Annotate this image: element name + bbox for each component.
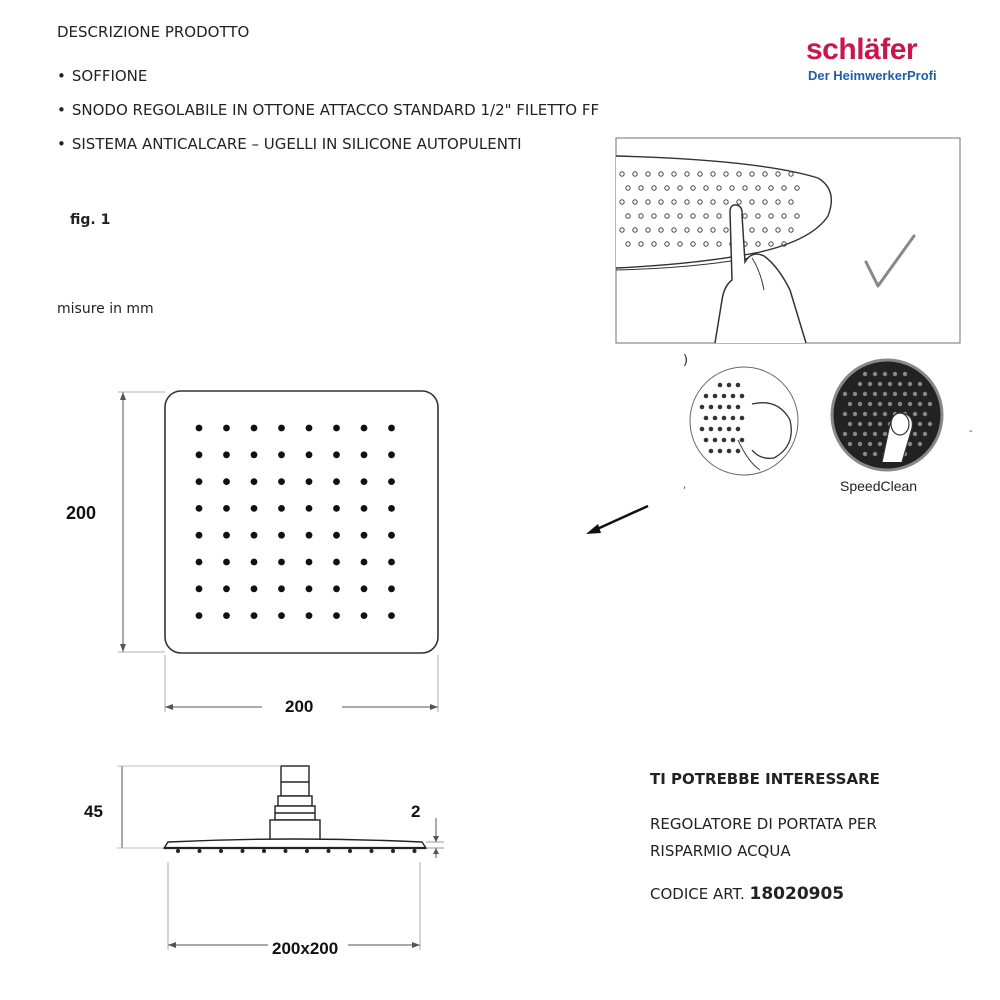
- nozzle-dot: [361, 532, 368, 539]
- nozzle-dot: [731, 416, 736, 421]
- nozzle-dot: [223, 585, 230, 592]
- nozzle-dot: [923, 392, 927, 396]
- nozzle-dot: [731, 394, 736, 399]
- description-title: DESCRIZIONE PRODOTTO: [57, 23, 250, 41]
- nozzle-dot: [278, 478, 285, 485]
- nozzle-dot: [727, 405, 732, 410]
- nozzle-dot: [873, 452, 877, 456]
- side-nozzle: [284, 849, 288, 853]
- nozzle-dot: [361, 559, 368, 566]
- nozzle-dot: [223, 425, 230, 432]
- nozzle-dot: [873, 392, 877, 396]
- nozzle-dot: [878, 422, 882, 426]
- nozzle-dot: [873, 432, 877, 436]
- list-item: • SISTEMA ANTICALCARE – UGELLI IN SILICONE AUTOPULENTI: [57, 134, 599, 168]
- nozzle-dot: [306, 612, 313, 619]
- nozzle-dot: [868, 442, 872, 446]
- dim-thickness: 2: [411, 802, 421, 821]
- nozzle-dot: [853, 432, 857, 436]
- side-nozzle: [370, 849, 374, 853]
- nozzle-dot: [868, 422, 872, 426]
- nozzle-dot: [251, 478, 258, 485]
- side-nozzle: [241, 849, 245, 853]
- nozzle-dot: [333, 585, 340, 592]
- nozzle-dot: [843, 432, 847, 436]
- brand-tagline: Der HeimwerkerProfi: [808, 68, 937, 83]
- nozzle-dot: [928, 402, 932, 406]
- brand-logo: schläfer: [806, 33, 918, 66]
- nozzle-dot: [863, 372, 867, 376]
- nozzle-dot: [848, 422, 852, 426]
- related-line1: REGOLATORE DI PORTATA PER: [650, 815, 877, 833]
- nozzle-dot: [196, 532, 203, 539]
- list-item: • SOFFIONE: [57, 66, 599, 100]
- nozzle-dot: [722, 394, 727, 399]
- nozzle-dot: [361, 585, 368, 592]
- nozzle-dot: [863, 412, 867, 416]
- nozzle-dot: [913, 392, 917, 396]
- nozzle-dot: [251, 585, 258, 592]
- dim-height-front: 200: [66, 503, 97, 523]
- nozzle-dot: [727, 449, 732, 454]
- side-nozzle: [262, 849, 266, 853]
- nozzle-dot: [868, 402, 872, 406]
- nozzle-dot: [278, 532, 285, 539]
- related-code: [650, 884, 844, 904]
- nozzle-dot: [727, 427, 732, 432]
- nozzle-dot: [878, 382, 882, 386]
- nozzle-dot: [863, 432, 867, 436]
- list-item: • SNODO REGOLABILE IN OTTONE ATTACCO STANDARD 1/2" FILETTO FF: [57, 100, 599, 134]
- nozzle-dot: [718, 449, 723, 454]
- nozzle-dot: [928, 422, 932, 426]
- nozzle-dot: [333, 451, 340, 458]
- related-heading: TI POTREBBE INTERESSARE: [650, 770, 880, 788]
- nozzle-dot: [223, 612, 230, 619]
- nozzle-dot: [388, 451, 395, 458]
- nozzle-dot: [863, 452, 867, 456]
- nozzle-dot: [333, 532, 340, 539]
- nozzle-dot: [713, 416, 718, 421]
- nozzle-dot: [700, 427, 705, 432]
- nozzle-dot: [893, 392, 897, 396]
- nozzle-dot: [718, 405, 723, 410]
- nozzle-dot: [251, 451, 258, 458]
- nozzle-dot: [306, 451, 313, 458]
- nozzle-dot: [306, 532, 313, 539]
- nozzle-dot: [883, 432, 887, 436]
- nozzle-dot: [858, 442, 862, 446]
- nozzle-dot: [709, 449, 714, 454]
- dim-width-front: 200: [285, 697, 314, 716]
- nozzle-dot: [223, 478, 230, 485]
- nozzle-grid: [196, 425, 395, 619]
- arrow-icon: [586, 506, 648, 534]
- nozzle-dot: [333, 612, 340, 619]
- nozzle-dot: [740, 416, 745, 421]
- nozzle-dot: [306, 478, 313, 485]
- side-nozzle: [327, 849, 331, 853]
- nozzle-dot: [731, 438, 736, 443]
- nozzle-dot: [700, 405, 705, 410]
- nozzle-dot: [333, 425, 340, 432]
- side-nozzle: [348, 849, 352, 853]
- nozzle-dot: [736, 427, 741, 432]
- nozzle-dot: [196, 505, 203, 512]
- nozzle-dot: [278, 559, 285, 566]
- paren-mark: ): [683, 353, 689, 368]
- nozzle-dot: [713, 438, 718, 443]
- nozzle-dot: [908, 442, 912, 446]
- side-nozzle: [176, 849, 180, 853]
- nozzle-dot: [727, 383, 732, 388]
- nozzle-dot: [388, 532, 395, 539]
- nozzle-dot: [278, 505, 285, 512]
- nozzle-dot: [361, 612, 368, 619]
- nozzle-dot: [903, 392, 907, 396]
- nozzle-dot: [923, 412, 927, 416]
- nozzle-dot: [893, 372, 897, 376]
- nozzle-dot: [883, 412, 887, 416]
- nozzle-dot: [251, 505, 258, 512]
- nozzle-dot: [853, 412, 857, 416]
- nozzle-dot: [196, 585, 203, 592]
- side-nozzle: [305, 849, 309, 853]
- nozzle-dot: [278, 451, 285, 458]
- nozzle-dot: [918, 442, 922, 446]
- nozzle-dot: [873, 412, 877, 416]
- nozzle-dot: [878, 402, 882, 406]
- nozzle-dot: [223, 505, 230, 512]
- nozzle-dot: [908, 382, 912, 386]
- nozzle-dot: [736, 383, 741, 388]
- nozzle-dot: [361, 478, 368, 485]
- nozzle-dot: [888, 382, 892, 386]
- nozzle-dot: [903, 372, 907, 376]
- nozzle-dot: [878, 442, 882, 446]
- nozzle-dot: [278, 585, 285, 592]
- nozzle-dot: [251, 612, 258, 619]
- nozzle-dot: [278, 425, 285, 432]
- code-value: 18020905: [749, 884, 845, 904]
- nozzle-dot: [868, 382, 872, 386]
- nozzle-dot: [722, 438, 727, 443]
- nozzle-dot: [333, 505, 340, 512]
- nozzle-dot: [333, 559, 340, 566]
- nozzle-dot: [740, 394, 745, 399]
- side-nozzle: [391, 849, 395, 853]
- svg-text:,: ,: [683, 480, 687, 491]
- related-line2: RISPARMIO ACQUA: [650, 842, 791, 860]
- nozzle-dot: [740, 438, 745, 443]
- nozzle-dot: [913, 432, 917, 436]
- nozzle-dot: [388, 505, 395, 512]
- nozzle-dot: [908, 402, 912, 406]
- shower-head-side: [164, 766, 426, 848]
- nozzle-dot: [736, 449, 741, 454]
- nozzle-dot: [251, 532, 258, 539]
- speedclean-label: SpeedClean: [840, 478, 918, 494]
- nozzle-dot: [704, 394, 709, 399]
- nozzle-dot: [306, 585, 313, 592]
- nozzle-dot: [361, 451, 368, 458]
- nozzle-dot: [388, 612, 395, 619]
- nozzle-dot: [923, 432, 927, 436]
- side-nozzle: [219, 849, 223, 853]
- nozzle-dot: [918, 382, 922, 386]
- units-label: misure in mm: [57, 301, 154, 317]
- nozzle-dot: [709, 427, 714, 432]
- nozzle-dot: [704, 438, 709, 443]
- nozzle-dot: [883, 372, 887, 376]
- nozzle-dot: [196, 559, 203, 566]
- nozzle-dot: [718, 383, 723, 388]
- nozzle-dot: [883, 392, 887, 396]
- nozzle-dot: [196, 425, 203, 432]
- nozzle-dot: [848, 402, 852, 406]
- nozzle-dot: [704, 416, 709, 421]
- side-nozzle: [198, 849, 202, 853]
- nozzle-dot: [251, 559, 258, 566]
- nozzle-dot: [223, 451, 230, 458]
- dim-height-side: 45: [84, 802, 103, 821]
- nozzle-dot: [361, 425, 368, 432]
- nozzle-dot: [853, 392, 857, 396]
- nozzle-dot: [918, 402, 922, 406]
- nozzle-dot: [333, 478, 340, 485]
- nozzle-dot: [873, 372, 877, 376]
- dim-base-size: 200x200: [272, 939, 339, 958]
- nozzle-dot: [223, 559, 230, 566]
- nozzle-dot: [898, 402, 902, 406]
- nozzle-dot: [388, 559, 395, 566]
- nozzle-dot: [848, 442, 852, 446]
- nozzle-dot: [278, 612, 285, 619]
- nozzle-dot: [306, 559, 313, 566]
- nozzle-dot: [196, 612, 203, 619]
- nozzle-dot: [223, 532, 230, 539]
- nozzle-dot: [718, 427, 723, 432]
- nozzle-dot: [843, 392, 847, 396]
- nozzle-dot: [306, 425, 313, 432]
- figure-label: fig. 1: [70, 212, 111, 228]
- nozzle-dot: [361, 505, 368, 512]
- nozzle-dot: [306, 505, 313, 512]
- nozzle-dot: [858, 382, 862, 386]
- shower-head-front: [165, 391, 438, 653]
- nozzle-dot: [863, 392, 867, 396]
- nozzle-dot: [898, 382, 902, 386]
- nozzle-dot: [196, 451, 203, 458]
- side-nozzle: [413, 849, 417, 853]
- nozzle-dot: [913, 412, 917, 416]
- nozzle-dot: [713, 394, 718, 399]
- nozzle-dot: [918, 422, 922, 426]
- nozzle-dot: [251, 425, 258, 432]
- nozzle-dot: [388, 478, 395, 485]
- svg-text:-: -: [969, 426, 973, 437]
- nozzle-dot: [736, 405, 741, 410]
- nozzle-dot: [709, 405, 714, 410]
- nozzle-dot: [843, 412, 847, 416]
- nozzle-dot: [858, 422, 862, 426]
- nozzle-dot: [888, 402, 892, 406]
- nozzle-dot: [388, 585, 395, 592]
- nozzle-dot: [388, 425, 395, 432]
- side-nozzles: [176, 849, 417, 853]
- nozzle-dot: [858, 402, 862, 406]
- nozzle-dot: [196, 478, 203, 485]
- nozzle-dot: [722, 416, 727, 421]
- code-label: CODICE ART.: [650, 885, 745, 903]
